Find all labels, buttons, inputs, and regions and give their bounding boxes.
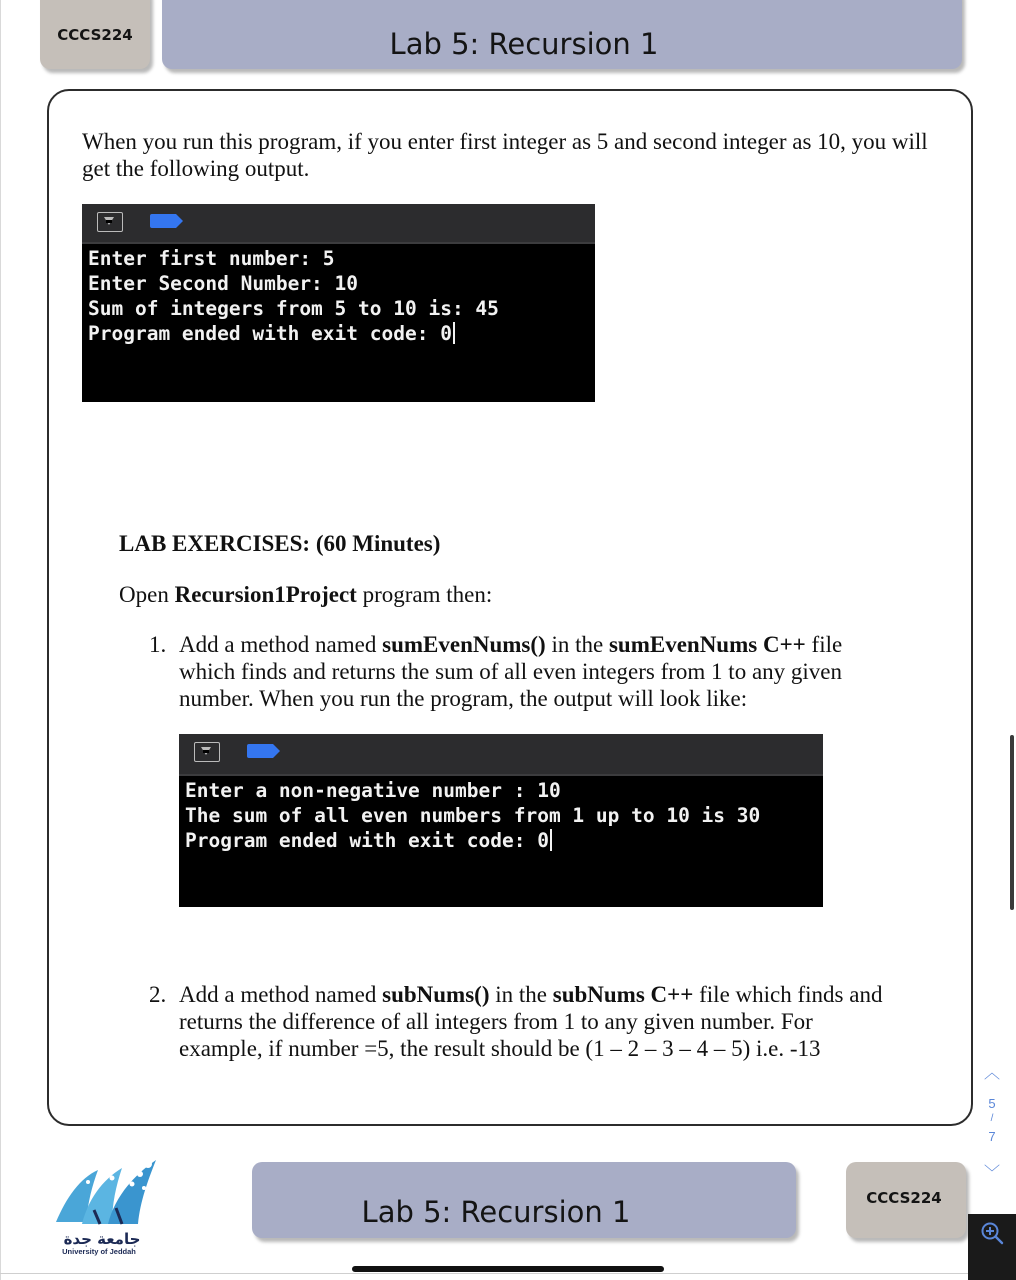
breakpoint-tag-icon[interactable]: [247, 744, 273, 758]
file-name: sumEvenNums C++: [608, 632, 806, 657]
terminal-output-2: [179, 734, 823, 907]
terminal-toolbar: [82, 204, 595, 244]
item-text-part: Add a method named: [179, 632, 383, 657]
item-text-part: in the: [545, 632, 609, 657]
project-name: Recursion1Project: [174, 582, 357, 607]
terminal-line: Enter Second Number: 10: [88, 272, 359, 295]
terminal-text: [179, 776, 823, 853]
footer-course-code-tab: [846, 1162, 966, 1238]
footer-title: Lab 5: Recursion 1: [361, 1195, 631, 1229]
terminal-text: [82, 244, 595, 346]
page-total: 7: [988, 1129, 996, 1144]
item-text: [179, 981, 899, 1062]
terminal-line-with-cursor: [185, 828, 823, 853]
page-up-chevron-icon[interactable]: ︿: [984, 1065, 1001, 1082]
terminal-line: Sum of integers from 5 to 10 is: 45: [88, 297, 499, 320]
method-name: subNums(): [382, 982, 490, 1007]
header-title: Lab 5: Recursion 1: [389, 26, 659, 61]
page-down-chevron-icon[interactable]: ﹀: [984, 1165, 1001, 1182]
exercise-item-2: [149, 981, 909, 1071]
console-dropdown-icon[interactable]: [194, 742, 220, 762]
item-number: 2.: [149, 982, 167, 1007]
logo-english-text: University of Jeddah: [62, 1247, 136, 1256]
open-suffix: program then:: [356, 582, 493, 607]
file-name: subNums C++: [552, 982, 694, 1007]
vertical-scrollbar[interactable]: [1010, 735, 1014, 910]
text-cursor: [453, 322, 455, 344]
terminal-line-with-cursor: [88, 321, 595, 346]
item-text: [179, 631, 899, 712]
item-text-part: file which finds and returns the difference of all integers from 1 to any given number. For example, if number =5, the result should be (1 – 2 – 3 – 4 – 5) i.e. -13: [179, 982, 883, 1061]
header-title-tab: [162, 0, 962, 69]
console-dropdown-icon[interactable]: [97, 212, 123, 232]
item-text-part: file which finds and returns the sum of all even integers from 1 to any given number. When you run the program, the output will look like:: [179, 632, 843, 711]
page-edge: [0, 0, 1, 1280]
item-text-part: in the: [489, 982, 553, 1007]
open-project-line: [119, 581, 492, 608]
terminal-output-1: [82, 204, 595, 402]
terminal-line: Program ended with exit code: 0: [185, 829, 549, 852]
method-name: sumEvenNums(): [382, 632, 546, 657]
page-current: 5: [988, 1096, 996, 1111]
terminal-line: Enter a non-negative number : 10: [185, 779, 561, 802]
logo-arabic-text: جامعة جدة: [63, 1230, 141, 1248]
open-prefix: Open: [119, 582, 175, 607]
header-course-code: CCCS224: [57, 25, 133, 44]
terminal-line: Program ended with exit code: 0: [88, 322, 452, 345]
text-cursor: [550, 829, 552, 851]
terminal-line: The sum of all even numbers from 1 up to 10 is 30: [185, 804, 761, 827]
header-course-code-tab: [40, 0, 150, 69]
zoom-in-icon: [980, 1221, 1004, 1245]
terminal-toolbar: [179, 734, 823, 776]
intro-paragraph: When you run this program, if you enter first integer as 5 and second integer as 10, you will get the following output.: [82, 129, 928, 181]
footer-course-code: CCCS224: [866, 1189, 942, 1207]
footer-title-tab: [252, 1162, 796, 1238]
exercises-heading: LAB EXERCISES: (60 Minutes): [119, 531, 441, 556]
exercise-item-1: [149, 631, 909, 721]
breakpoint-tag-icon[interactable]: [150, 214, 176, 228]
item-text-part: Add a method named: [179, 982, 383, 1007]
terminal-line: Enter first number: 5: [88, 247, 335, 270]
item-number: 1.: [149, 632, 167, 657]
zoom-in-button[interactable]: [968, 1214, 1016, 1280]
page-separator: /: [990, 1113, 994, 1124]
home-indicator[interactable]: [352, 1266, 664, 1272]
page-bottom-divider: [0, 1273, 968, 1274]
